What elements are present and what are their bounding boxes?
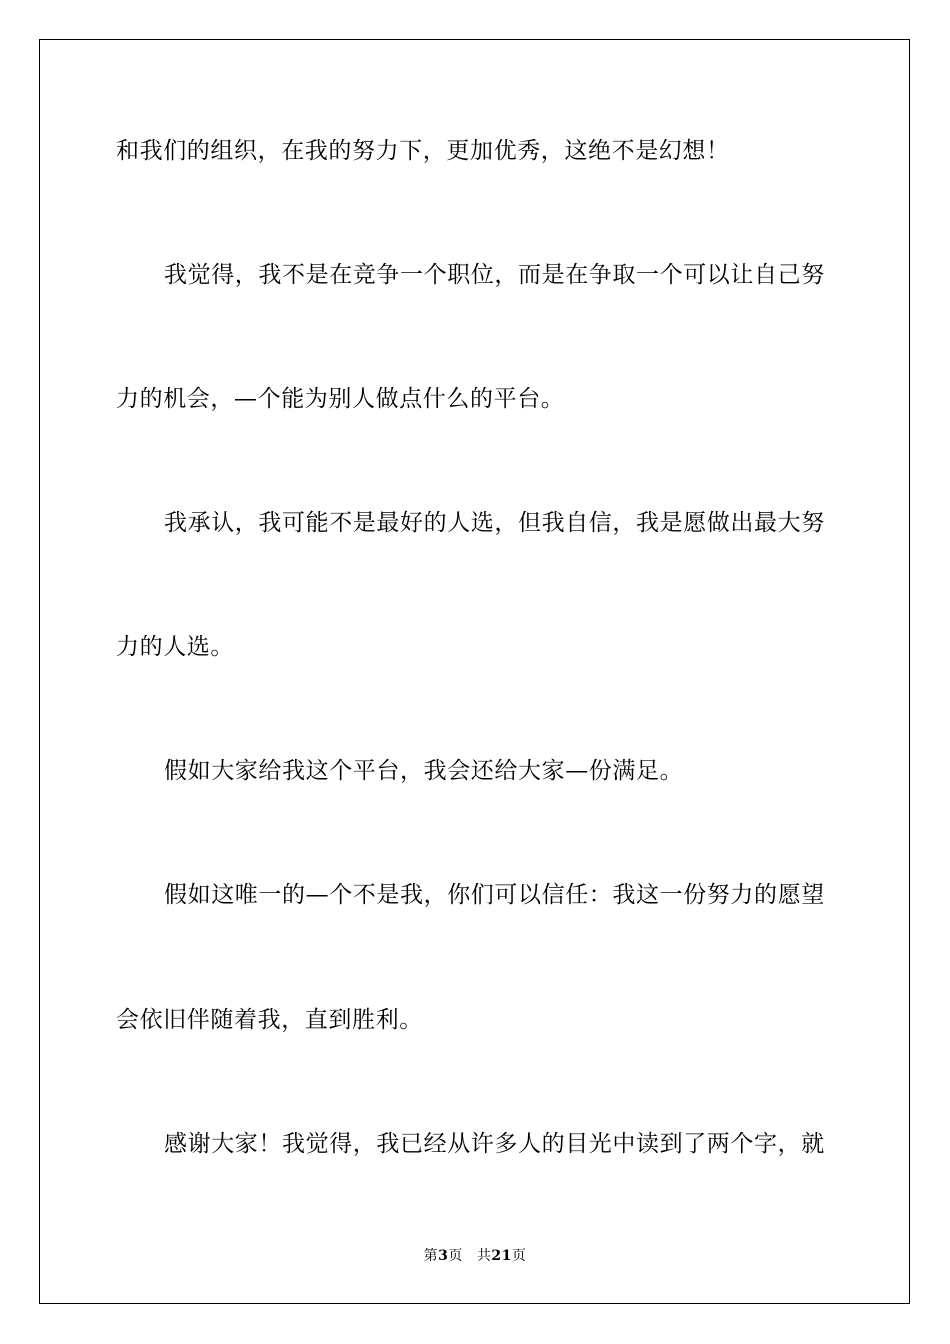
page-suffix: 页: [448, 1248, 463, 1264]
paragraph-first-line: 假如这唯一的—个不是我，你们可以信任：我这一份努力的愿望: [164, 882, 825, 908]
page-border: [39, 39, 910, 1304]
total-suffix: 页: [511, 1248, 527, 1264]
paragraph-first-line: 感谢大家！我觉得，我已经从许多人的目光中读到了两个字，就: [164, 1131, 825, 1157]
body-line: 力的机会，—个能为别人做点什么的平台。: [116, 386, 565, 412]
paragraph-first-line: 假如大家给我这个平台，我会还给大家—份满足。: [164, 758, 684, 784]
page-footer: [0, 1246, 950, 1266]
total-prefix: 共: [476, 1248, 492, 1264]
total-pages-number: 21: [491, 1248, 512, 1264]
page-prefix: 第: [423, 1248, 439, 1264]
body-line: 会依旧伴随着我，直到胜利。: [116, 1007, 423, 1033]
body-line: 和我们的组织，在我的努力下，更加优秀，这绝不是幻想！: [116, 138, 730, 164]
body-line: 力的人选。: [116, 634, 234, 660]
paragraph-first-line: 我承认，我可能不是最好的人选，但我自信，我是愿做出最大努: [164, 510, 825, 536]
paragraph-first-line: 我觉得，我不是在竞争一个职位，而是在争取一个可以让自己努: [164, 262, 825, 288]
current-page-number: 3: [438, 1248, 449, 1264]
